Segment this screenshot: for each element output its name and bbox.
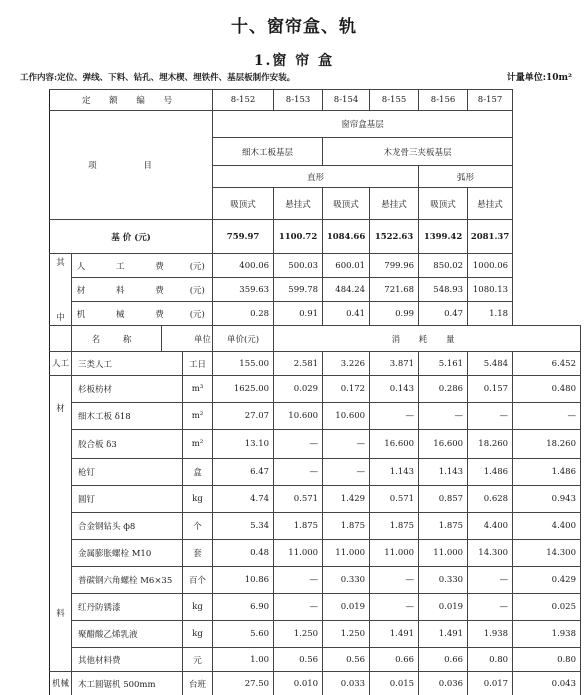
base-price-value: 1522.63	[370, 220, 419, 254]
mount-type: 吸顶式	[213, 188, 274, 220]
header-unit: 单位	[162, 326, 213, 352]
item-value: —	[370, 594, 419, 621]
item-value: 0.025	[513, 594, 581, 621]
component-value: 548.93	[419, 278, 468, 302]
item-unit: 元	[183, 648, 213, 672]
item-name: 胶合板 δ3	[72, 430, 183, 459]
item-value: 0.628	[468, 486, 513, 513]
item-row	[50, 567, 581, 594]
item-value: —	[513, 403, 581, 430]
item-unit: kg	[183, 594, 213, 621]
item-value: 0.429	[513, 567, 581, 594]
item-value: —	[323, 459, 370, 486]
side-top-char: 其	[56, 258, 65, 268]
item-name: 合金钢钻头 ф8	[72, 513, 183, 540]
item-value: 0.036	[419, 672, 468, 695]
item-row	[50, 672, 581, 695]
item-name: 普碳钢六角螺栓 M6×35	[72, 567, 183, 594]
item-price: 155.00	[213, 352, 274, 376]
side-label-materials	[50, 376, 72, 672]
header-price: 单价(元)	[213, 326, 274, 352]
item-value: 0.857	[419, 486, 468, 513]
component-value: 799.96	[370, 254, 419, 278]
item-row	[50, 648, 581, 672]
item-value: 0.019	[419, 594, 468, 621]
item-value: 0.480	[513, 376, 581, 403]
item-row	[50, 430, 581, 459]
item-value: 1.875	[370, 513, 419, 540]
item-value: 16.600	[419, 430, 468, 459]
item-value: 0.330	[419, 567, 468, 594]
shape-arc: 弧形	[419, 166, 513, 188]
sub-header-a: 细木工板基层	[213, 138, 323, 166]
component-value: 850.02	[419, 254, 468, 278]
item-value: 3.871	[370, 352, 419, 376]
item-value: 1.875	[323, 513, 370, 540]
item-value: 4.400	[513, 513, 581, 540]
item-value: 10.600	[274, 403, 323, 430]
item-value: 3.226	[323, 352, 370, 376]
item-value: 0.80	[468, 648, 513, 672]
item-price: 13.10	[213, 430, 274, 459]
component-value: 0.91	[274, 302, 323, 326]
item-value: 0.033	[323, 672, 370, 695]
quota-code: 8-156	[419, 90, 468, 111]
side-label-components	[50, 254, 72, 326]
item-name: 聚醋酸乙烯乳液	[72, 621, 183, 648]
item-value: 10.600	[323, 403, 370, 430]
item-value: 0.943	[513, 486, 581, 513]
sub-header-b: 木龙骨三夹板基层	[323, 138, 513, 166]
component-value: 0.99	[370, 302, 419, 326]
base-price-label: 基 价 (元)	[50, 220, 213, 254]
item-name: 红丹防锈漆	[72, 594, 183, 621]
item-unit: 盒	[183, 459, 213, 486]
item-value: 0.66	[419, 648, 468, 672]
mount-type: 吸顶式	[419, 188, 468, 220]
item-name: 金属膨胀螺栓 M10	[72, 540, 183, 567]
quota-code: 8-152	[213, 90, 274, 111]
item-value: —	[274, 430, 323, 459]
quota-code: 8-155	[370, 90, 419, 111]
item-unit: m²	[183, 403, 213, 430]
item-value: 14.300	[513, 540, 581, 567]
item-value: —	[419, 403, 468, 430]
item-value: 0.019	[323, 594, 370, 621]
component-value: 1.18	[468, 302, 513, 326]
mount-type: 悬挂式	[274, 188, 323, 220]
item-name: 枪钉	[72, 459, 183, 486]
item-value: 0.172	[323, 376, 370, 403]
quota-code-row	[50, 90, 581, 111]
component-unit: (元)	[183, 302, 213, 326]
item-value: —	[468, 594, 513, 621]
item-value: 1.486	[468, 459, 513, 486]
item-unit: 台班	[183, 672, 213, 695]
item-value: 5.161	[419, 352, 468, 376]
item-value: 11.000	[370, 540, 419, 567]
item-value: 1.938	[513, 621, 581, 648]
component-name: 机 械 费	[72, 302, 183, 326]
mount-type: 悬挂式	[468, 188, 513, 220]
item-row	[50, 403, 581, 430]
item-name: 三类人工	[72, 352, 183, 376]
shape-straight: 直形	[213, 166, 419, 188]
item-value: 14.300	[468, 540, 513, 567]
component-value: 721.68	[370, 278, 419, 302]
item-price: 6.90	[213, 594, 274, 621]
blank-cell	[50, 326, 72, 352]
item-price: 5.60	[213, 621, 274, 648]
item-value: —	[468, 403, 513, 430]
item-value: 1.143	[419, 459, 468, 486]
item-value: 4.400	[468, 513, 513, 540]
item-row	[50, 513, 581, 540]
component-value: 1080.13	[468, 278, 513, 302]
item-value: 11.000	[419, 540, 468, 567]
quota-code: 8-154	[323, 90, 370, 111]
component-unit: (元)	[183, 254, 213, 278]
item-price: 4.74	[213, 486, 274, 513]
base-price-value: 1084.66	[323, 220, 370, 254]
base-price-value: 1399.42	[419, 220, 468, 254]
item-unit: 工日	[183, 352, 213, 376]
item-value: 1.486	[513, 459, 581, 486]
item-price: 1.00	[213, 648, 274, 672]
item-value: 16.600	[370, 430, 419, 459]
item-value: 0.56	[323, 648, 370, 672]
component-value: 599.78	[274, 278, 323, 302]
item-value: 18.260	[513, 430, 581, 459]
cost-component-row	[50, 302, 581, 326]
item-value: 2.581	[274, 352, 323, 376]
item-value: 0.80	[513, 648, 581, 672]
item-label: 项 目	[50, 111, 213, 220]
item-value: 18.260	[468, 430, 513, 459]
item-value: 11.000	[274, 540, 323, 567]
item-row	[50, 621, 581, 648]
component-value: 500.03	[274, 254, 323, 278]
item-value: 0.571	[370, 486, 419, 513]
item-value: 0.043	[513, 672, 581, 695]
quota-no-label: 定 额 编 号	[50, 90, 213, 111]
item-price: 1625.00	[213, 376, 274, 403]
item-value: 1.429	[323, 486, 370, 513]
component-value: 0.41	[323, 302, 370, 326]
component-value: 1000.06	[468, 254, 513, 278]
component-value: 484.24	[323, 278, 370, 302]
item-row	[50, 594, 581, 621]
item-value: 1.143	[370, 459, 419, 486]
unit-note: 计量单位:10m²	[506, 73, 572, 83]
item-value: 1.875	[419, 513, 468, 540]
item-row	[50, 352, 581, 376]
item-unit: 百个	[183, 567, 213, 594]
base-price-value: 759.97	[213, 220, 274, 254]
item-value: —	[323, 430, 370, 459]
side-top-char: 材	[56, 404, 65, 414]
item-value: 0.010	[274, 672, 323, 695]
item-value: 1.875	[274, 513, 323, 540]
side-bottom-char: 料	[56, 609, 65, 619]
base-price-row	[50, 220, 581, 254]
item-value: 0.66	[370, 648, 419, 672]
item-value: 1.250	[274, 621, 323, 648]
component-value: 359.63	[213, 278, 274, 302]
item-name: 杉板枋材	[72, 376, 183, 403]
item-name: 细木工板 δ18	[72, 403, 183, 430]
header-name: 名 称	[72, 326, 162, 352]
base-price-value: 2081.37	[468, 220, 513, 254]
item-name: 圆钉	[72, 486, 183, 513]
item-row	[50, 376, 581, 403]
mount-type: 悬挂式	[370, 188, 419, 220]
item-value: 0.157	[468, 376, 513, 403]
item-value: —	[468, 567, 513, 594]
item-unit: kg	[183, 486, 213, 513]
item-value: 0.330	[323, 567, 370, 594]
item-unit: 套	[183, 540, 213, 567]
item-unit: m³	[183, 376, 213, 403]
item-value: 0.143	[370, 376, 419, 403]
component-name: 材 料 费	[72, 278, 183, 302]
group-header: 窗帘盒基层	[213, 111, 513, 138]
item-value: 0.571	[274, 486, 323, 513]
item-price: 0.48	[213, 540, 274, 567]
item-row	[50, 459, 581, 486]
item-value: 5.484	[468, 352, 513, 376]
quota-code: 8-153	[274, 90, 323, 111]
quota-table	[49, 89, 581, 695]
item-row	[50, 486, 581, 513]
mount-type: 吸顶式	[323, 188, 370, 220]
item-price: 27.07	[213, 403, 274, 430]
item-value: 1.250	[323, 621, 370, 648]
component-value: 0.28	[213, 302, 274, 326]
item-value: 1.938	[468, 621, 513, 648]
item-value: —	[274, 459, 323, 486]
item-value: —	[274, 567, 323, 594]
chapter-title: 十、窗帘盒、轨	[231, 17, 357, 37]
work-content: 工作内容:定位、弹线、下料、钻孔、埋木楔、埋铁件、基层板制作安装。	[20, 73, 296, 83]
item-row	[50, 540, 581, 567]
item-value: 0.015	[370, 672, 419, 695]
item-value: —	[274, 594, 323, 621]
component-value: 600.01	[323, 254, 370, 278]
item-value: 1.491	[370, 621, 419, 648]
item-name: 木工圆锯机 500mm	[72, 672, 183, 695]
item-price: 5.34	[213, 513, 274, 540]
item-value: 6.452	[513, 352, 581, 376]
item-unit: 个	[183, 513, 213, 540]
item-price: 6.47	[213, 459, 274, 486]
item-value: —	[370, 567, 419, 594]
item-price: 27.50	[213, 672, 274, 695]
side-label-labor: 人工	[50, 352, 72, 376]
item-value: 1.491	[419, 621, 468, 648]
side-label-machinery: 机械	[50, 672, 72, 695]
base-price-value: 1100.72	[274, 220, 323, 254]
header-consumption: 消 耗 量	[274, 326, 581, 352]
item-unit: kg	[183, 621, 213, 648]
component-name: 人 工 费	[72, 254, 183, 278]
item-unit: m²	[183, 430, 213, 459]
item-value: 0.017	[468, 672, 513, 695]
component-unit: (元)	[183, 278, 213, 302]
item-value: —	[370, 403, 419, 430]
item-value: 0.56	[274, 648, 323, 672]
side-bottom-char: 中	[56, 313, 65, 323]
component-value: 0.47	[419, 302, 468, 326]
consumption-header-row	[50, 326, 581, 352]
cost-component-row	[50, 254, 581, 278]
section-title: 1.窗 帘 盒	[253, 53, 335, 69]
item-name: 其他材料费	[72, 648, 183, 672]
cost-component-row	[50, 278, 581, 302]
item-value: 11.000	[323, 540, 370, 567]
component-value: 400.06	[213, 254, 274, 278]
item-value: 0.029	[274, 376, 323, 403]
item-value: 0.286	[419, 376, 468, 403]
item-price: 10.86	[213, 567, 274, 594]
quota-code: 8-157	[468, 90, 513, 111]
